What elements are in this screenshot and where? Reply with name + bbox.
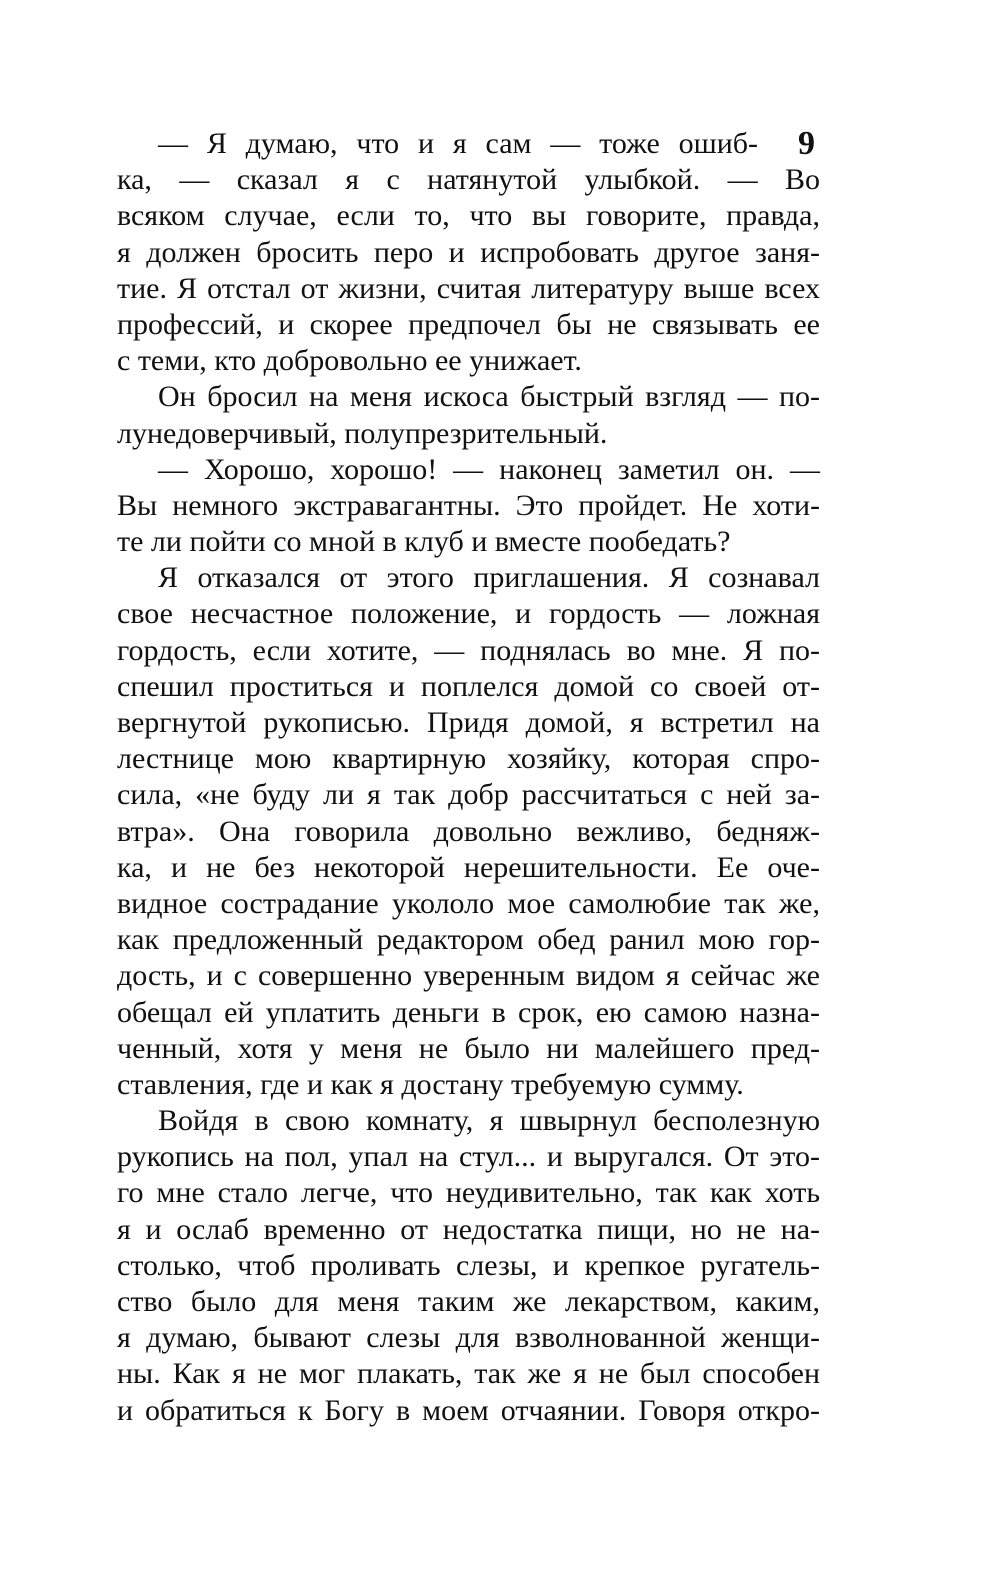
text-line: с теми, кто добровольно ее унижает.	[117, 344, 582, 378]
text-line: Вы немного экстравагантны. Это пройдет. Не хоти-	[117, 488, 820, 522]
text-line: профессий, и скорее предпочел бы не связывать ее	[117, 307, 820, 341]
text-line: ставления, где и как я достану требуемую сумму.	[117, 1067, 744, 1101]
text-line: свое несчастное положение, и гордость — ложная	[117, 597, 820, 631]
text-line: рукопись на пол, упал на стул... и выругался. От это-	[117, 1140, 820, 1174]
text-line: лунедоверчивый, полупрезрительный.	[117, 416, 608, 450]
text-line: втра». Она говорила довольно вежливо, бедняж-	[117, 814, 820, 848]
text-line: го мне стало легче, что неудивительно, так как хоть	[117, 1176, 820, 1210]
text-line: видное сострадание укололо мое самолюбие так же,	[117, 886, 820, 920]
text-line: — Хорошо, хорошо! — наконец заметил он. —	[158, 452, 820, 486]
text-line: я должен бросить перо и испробовать другое заня-	[117, 235, 820, 269]
text-line: ка, — сказал я с натянутой улыбкой. — Во	[117, 163, 820, 197]
text-line: те ли пойти со мной в клуб и вместе пообедать?	[117, 525, 731, 559]
text-line: тие. Я отстал от жизни, считая литературу выше всех	[117, 271, 820, 305]
text-line: всяком случае, если то, что вы говорите, правда,	[117, 199, 820, 233]
body-text	[117, 121, 820, 1427]
text-line: обещал ей уплатить деньги в срок, ею самою назна-	[117, 995, 820, 1029]
text-line: столько, чтоб проливать слезы, и крепкое ругатель-	[117, 1248, 820, 1282]
text-line: и обратиться к Богу в моем отчаянии. Говоря откро-	[117, 1393, 820, 1427]
text-line: — Я думаю, что и я сам — тоже ошиб-	[158, 127, 758, 160]
text-line: вергнутой рукописью. Придя домой, я встретил на	[117, 706, 820, 739]
text-line: ченный, хотя у меня не было ни малейшего пред-	[117, 1031, 820, 1065]
text-line: лестнице мою квартирную хозяйку, которая спро-	[117, 742, 820, 776]
text-line: Войдя в свою комнату, я швырнул бесполезную	[158, 1104, 820, 1138]
text-line: я думаю, бывают слезы для взволнованной женщи-	[117, 1321, 820, 1355]
page-number: 9	[798, 125, 815, 162]
text-line: Я отказался от этого приглашения. Я сознавал	[158, 561, 820, 595]
text-line: дость, и с совершенно уверенным видом я сейчас же	[117, 959, 820, 993]
text-line: сила, «не буду ли я так добр рассчитаться с ней за-	[117, 778, 820, 812]
text-line: как предложенный редактором обед ранил мою гор-	[117, 923, 820, 957]
text-line: ны. Как я не мог плакать, так же я не был способен	[117, 1357, 820, 1391]
text-line: ство было для меня таким же лекарством, каким,	[117, 1285, 820, 1318]
text-line: спешил проститься и поплелся домой со своей от-	[117, 669, 820, 703]
text-line: гордость, если хотите, — поднялась во мне. Я по-	[117, 633, 820, 667]
text-line: ка, и не без некоторой нерешительности. Ее оче-	[117, 850, 820, 884]
text-line: я и ослаб временно от недостатка пищи, но не на-	[117, 1212, 820, 1246]
text-line: Он бросил на меня искоса быстрый взгляд — по-	[158, 380, 820, 414]
